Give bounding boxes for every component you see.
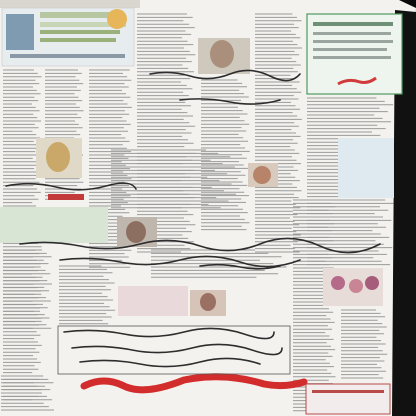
advert-box-top-right xyxy=(307,14,402,94)
photo-top-center xyxy=(198,38,250,74)
highlighted-box-left-lower xyxy=(0,207,108,243)
highlighted-box-right xyxy=(338,138,394,198)
photo-center-small xyxy=(248,163,278,187)
photo-strip-bottom xyxy=(118,286,226,316)
advert-box-bottom-right xyxy=(306,384,390,414)
photo-left-middle xyxy=(36,138,82,178)
photo-center-lower xyxy=(117,217,157,247)
advert-box-top-left xyxy=(2,8,134,66)
photo-right-lower xyxy=(323,268,383,306)
